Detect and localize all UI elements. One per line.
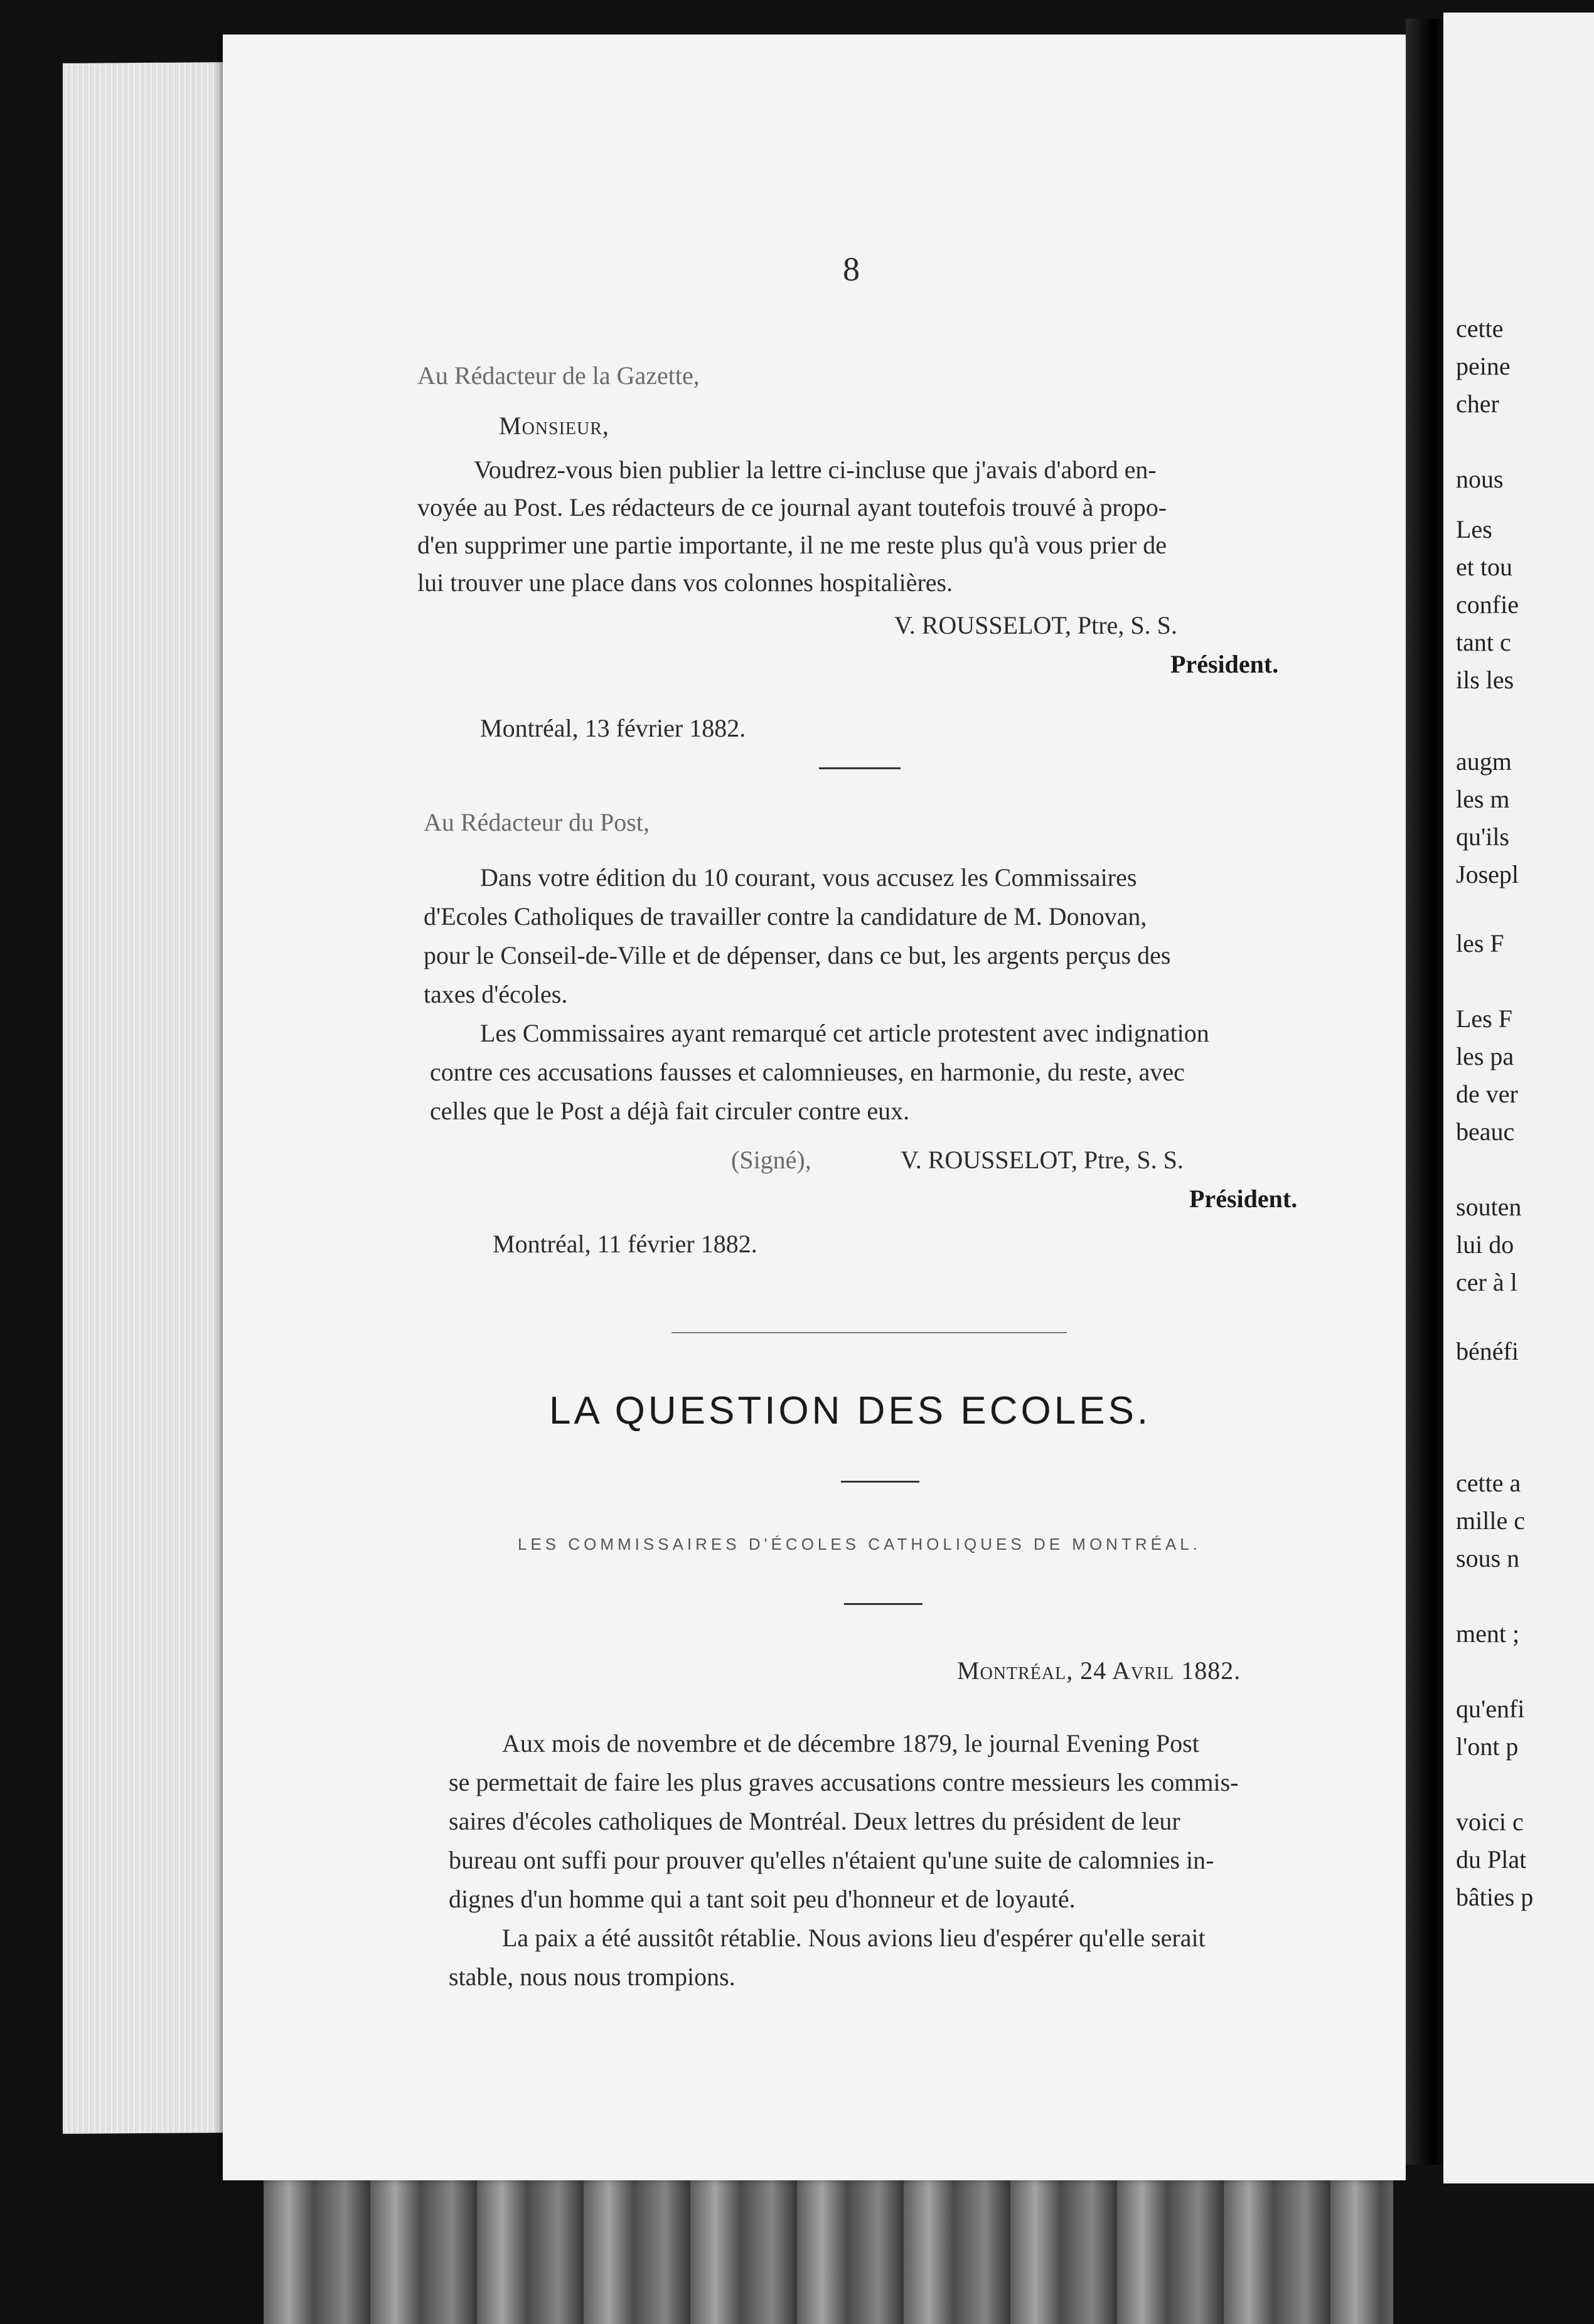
letter2-title: Président. bbox=[1189, 1185, 1298, 1213]
facing-line: confie bbox=[1456, 590, 1519, 619]
facing-line: du Plat bbox=[1456, 1845, 1527, 1874]
letter1-line: lui trouver une place dans vos colonnes hospitalières. bbox=[417, 568, 953, 597]
letter2-line: Dans votre édition du 10 courant, vous accusez les Commissaires bbox=[480, 863, 1137, 892]
section-subtitle: LES COMMISSAIRES D'ÉCOLES CATHOLIQUES DE MONTRÉAL. bbox=[518, 1535, 1201, 1554]
facing-line: cette bbox=[1456, 314, 1504, 343]
facing-line: Les F bbox=[1456, 1005, 1512, 1033]
letter2-signed-note: (Signé), bbox=[731, 1146, 811, 1174]
facing-line: qu'ils bbox=[1456, 823, 1509, 851]
section-line: bureau ont suffi pour prouver qu'elles n'étaient qu'une suite de calomnies in- bbox=[449, 1846, 1214, 1874]
letter2-line: d'Ecoles Catholiques de travailler contre la candidature de M. Donovan, bbox=[424, 902, 1147, 930]
divider-short bbox=[819, 767, 901, 769]
letter1-date: Montréal, 13 février 1882. bbox=[480, 714, 746, 742]
letter1-line: Voudrez-vous bien publier la lettre ci-incluse que j'avais d'abord en- bbox=[474, 456, 1157, 484]
facing-line: souten bbox=[1456, 1193, 1522, 1221]
letter1-title: Président. bbox=[1170, 650, 1279, 678]
facing-line: de ver bbox=[1456, 1080, 1518, 1108]
facing-line: cher bbox=[1456, 390, 1499, 418]
letter2-line: contre ces accusations fausses et calomnieuses, en harmonie, du reste, avec bbox=[430, 1058, 1185, 1086]
letter2-line: celles que le Post a déjà fait circuler contre eux. bbox=[430, 1097, 910, 1125]
page-number: 8 bbox=[843, 250, 860, 288]
divider-long bbox=[671, 1332, 1067, 1333]
left-page bbox=[223, 35, 1406, 2180]
facing-line: sous n bbox=[1456, 1544, 1520, 1572]
facing-line: lui do bbox=[1456, 1230, 1514, 1259]
facing-line: qu'enfi bbox=[1456, 1695, 1525, 1723]
facing-line: bénéfi bbox=[1456, 1337, 1519, 1365]
facing-line: les F bbox=[1456, 929, 1504, 957]
section-title: LA QUESTION DES ECOLES. bbox=[549, 1389, 1152, 1432]
facing-line: tant c bbox=[1456, 628, 1511, 656]
letter1-line: voyée au Post. Les rédacteurs de ce journal ayant toutefois trouvé à propo- bbox=[417, 493, 1167, 521]
letter2-signature: V. ROUSSELOT, Ptre, S. S. bbox=[901, 1146, 1184, 1174]
facing-line: augm bbox=[1456, 747, 1512, 776]
facing-page bbox=[1443, 13, 1594, 2183]
facing-line: et tou bbox=[1456, 553, 1512, 581]
facing-line: mille c bbox=[1456, 1506, 1525, 1535]
letter2-line: pour le Conseil-de-Ville et de dépenser, dans ce but, les argents perçus des bbox=[424, 941, 1171, 969]
letter1-salutation-to: Au Rédacteur de la Gazette, bbox=[417, 361, 700, 390]
section-line: La paix a été aussitôt rétablie. Nous avions lieu d'espérer qu'elle serait bbox=[502, 1924, 1206, 1952]
facing-line: bâties p bbox=[1456, 1883, 1534, 1911]
section-line: Aux mois de novembre et de décembre 1879, le journal Evening Post bbox=[502, 1729, 1199, 1757]
facing-line: les m bbox=[1456, 785, 1510, 813]
section-line: dignes d'un homme qui a tant soit peu d'honneur et de loyauté. bbox=[449, 1885, 1076, 1913]
facing-line: Les bbox=[1456, 515, 1492, 543]
book-page-edges bbox=[63, 62, 223, 2134]
divider-short bbox=[841, 1481, 919, 1483]
facing-line: beauc bbox=[1456, 1117, 1515, 1146]
section-line: saires d'écoles catholiques de Montréal. Deux lettres du président de leur bbox=[449, 1807, 1180, 1835]
facing-line: cer à l bbox=[1456, 1268, 1517, 1296]
section-dateline: Montréal, 24 Avril 1882. bbox=[957, 1656, 1241, 1685]
facing-line: les pa bbox=[1456, 1042, 1514, 1070]
section-line: se permettait de faire les plus graves accusations contre messieurs les commis- bbox=[449, 1768, 1239, 1796]
letter2-date: Montréal, 11 février 1882. bbox=[493, 1230, 757, 1258]
facing-line: voici c bbox=[1456, 1808, 1524, 1836]
facing-line: peine bbox=[1456, 352, 1511, 380]
facing-line: ils les bbox=[1456, 666, 1514, 694]
divider-short bbox=[844, 1603, 923, 1605]
facing-line: ment ; bbox=[1456, 1619, 1520, 1648]
letter1-salutation: Monsieur, bbox=[499, 412, 609, 440]
letter1-line: d'en supprimer une partie importante, il ne me reste plus qu'à vous prier de bbox=[417, 531, 1167, 559]
facing-line: Josepl bbox=[1456, 860, 1519, 888]
letter2-line: taxes d'écoles. bbox=[424, 980, 568, 1008]
facing-line: l'ont p bbox=[1456, 1732, 1519, 1761]
letter2-salutation-to: Au Rédacteur du Post, bbox=[424, 808, 650, 836]
facing-line: nous bbox=[1456, 465, 1504, 493]
facing-line: cette a bbox=[1456, 1469, 1521, 1497]
letter2-line: Les Commissaires ayant remarqué cet article protestent avec indignation bbox=[480, 1019, 1209, 1047]
section-line: stable, nous nous trompions. bbox=[449, 1963, 735, 1991]
letter1-signature: V. ROUSSELOT, Ptre, S. S. bbox=[894, 611, 1177, 639]
